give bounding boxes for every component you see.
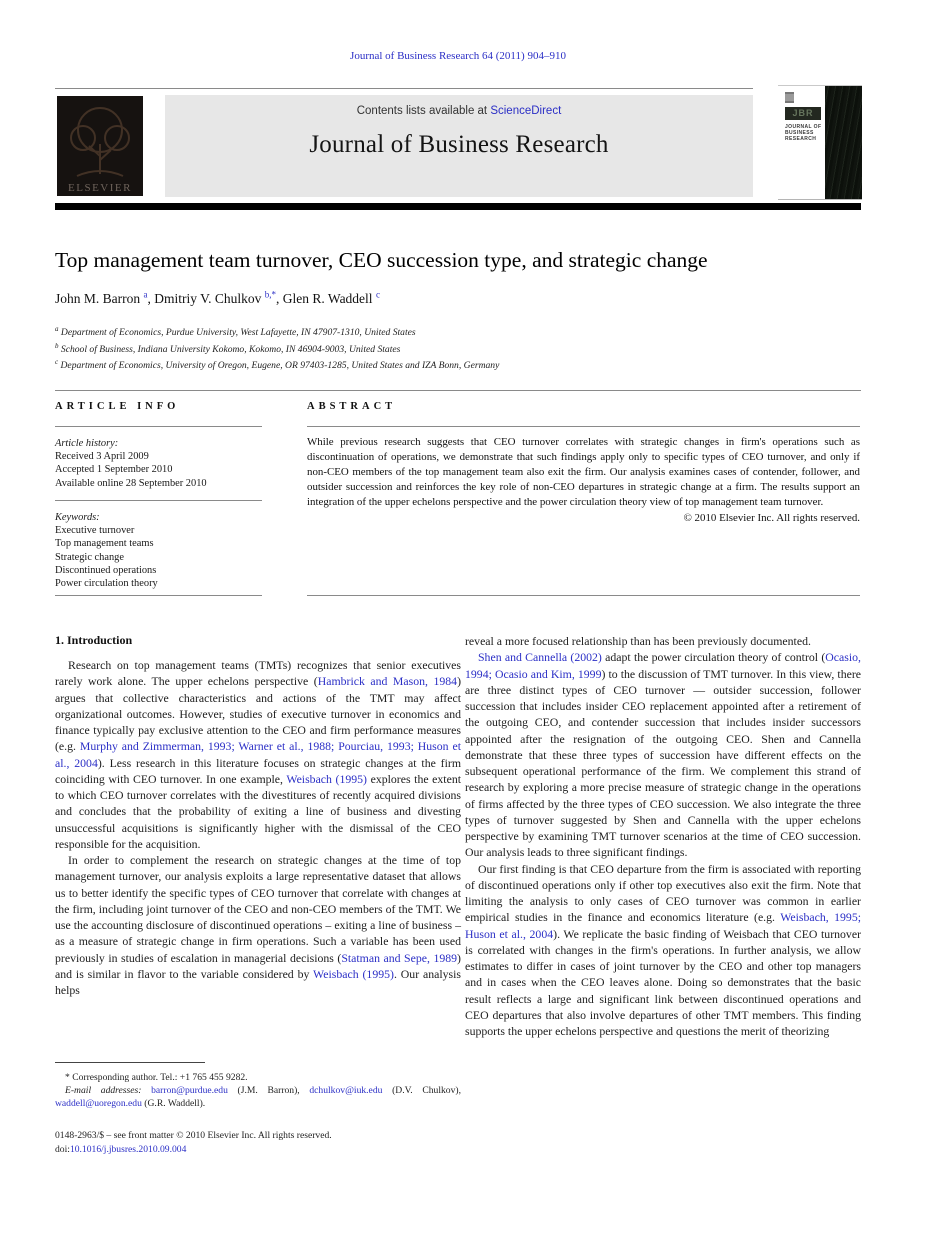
copyright-line: © 2010 Elsevier Inc. All rights reserved. (683, 511, 860, 524)
issn-copyright-line: 0148-2963/$ – see front matter © 2010 Elsevier Inc. All rights reserved. (55, 1130, 332, 1141)
section-heading-introduction: 1. Introduction (55, 633, 133, 647)
article-history (55, 437, 295, 490)
corresponding-author-note: * Corresponding author. Tel.: +1 765 455 9282. (65, 1072, 248, 1083)
text-run: reveal a more focused relationship than has been previously documented. (465, 634, 811, 648)
author-affiliation-sup: b,* (264, 289, 277, 299)
article-history-line: Available online 28 September 2010 (55, 477, 207, 489)
body-paragraph (465, 649, 861, 860)
body-column-left (55, 657, 461, 998)
keywords-list (55, 524, 295, 590)
affiliation-sup: b (55, 341, 59, 350)
keyword: Power circulation theory (55, 578, 158, 590)
body-paragraph (55, 657, 461, 852)
text-run: Research on top management teams (TMTs) recognizes that senior executives rarely work alone. The upper echelons perspective ( (55, 658, 461, 689)
footnote-block (55, 1071, 461, 1111)
keyword: Strategic change (55, 551, 124, 563)
citation-link[interactable]: dchulkov@iuk.edu (309, 1085, 383, 1097)
text-run: ) argues that collective characteristics and actions of the TMT may affect organizational outcomes. However, studies of executive turnover in economics and finance typically pay exclusive attention to the CEO and firm performance measures (e.g. (55, 674, 461, 754)
body-paragraph (55, 852, 461, 998)
body-paragraph (465, 861, 861, 1040)
article-history-lines (55, 450, 295, 490)
body-paragraph (465, 633, 861, 649)
info-top-rule (55, 390, 861, 391)
citation-link[interactable]: Shen and Cannella (2002) (478, 650, 602, 665)
elsevier-wordmark: ELSEVIER (68, 182, 132, 194)
cover-title-line: BUSINESS (785, 130, 814, 136)
citation-link[interactable]: Weisbach, 1995; Huson et al., 2004 (465, 910, 861, 941)
cover-underline (778, 199, 862, 200)
abstract-rule (307, 426, 860, 427)
contents-line (165, 105, 753, 117)
text-run: adapt the power circulation theory of control ( (601, 650, 826, 665)
elsevier-tree-icon (57, 96, 143, 196)
email-addresses-line (55, 1084, 461, 1110)
author-name: Glen R. Waddell $^c$ (282, 289, 380, 306)
cover-spine-texture (825, 86, 862, 200)
affiliation-sup: c (55, 358, 59, 367)
affiliations (55, 323, 861, 373)
text-run: (D.V. Chulkov), (382, 1085, 461, 1097)
sciencedirect-link[interactable]: ScienceDirect (490, 105, 562, 117)
author-line (55, 289, 861, 307)
journal-cover-thumbnail[interactable] (778, 85, 862, 200)
text-run: ) and is similar in flavor to the variable considered by (55, 950, 461, 981)
footnote-rule (55, 1062, 205, 1063)
abstract-bottom-rule (307, 595, 860, 596)
cover-title-line: JOURNAL OF (785, 124, 822, 130)
article-history-label: Article history: (55, 438, 119, 449)
article-history-line: Accepted 1 September 2010 (55, 464, 173, 476)
text-run: explores the extent to which CEO turnover correlates with the divestitures of recently acquired divisions and concludes that the probability of exiting a line of business and divesting unsuccessful acquisitions is significantly higher with the dismissal of the CEO responsible for the acquisition. (55, 771, 461, 851)
cover-mini-logo-icon (785, 92, 794, 103)
affiliation-line: $^b$ School of Business, Indiana University Kokomo, Kokomo, IN 46904-9003, United States (55, 341, 401, 355)
header-divider-bar (55, 203, 861, 210)
doi-line (55, 1143, 461, 1157)
doi-link[interactable]: 10.1016/j.jbusres.2010.09.004 (69, 1143, 187, 1155)
article-info-bottom-rule (55, 595, 262, 596)
keywords-block (55, 511, 295, 590)
masthead (165, 95, 753, 197)
journal-reference-line: Journal of Business Research 64 (2011) 904–910 (350, 50, 566, 62)
cover-jbr-mark: JBR (785, 107, 821, 120)
text-run: ). Less research in this literature focuses on strategic changes at the firm coinciding with CEO turnover. In one example, (55, 755, 461, 786)
citation-link[interactable]: Weisbach (1995) (313, 966, 394, 981)
text-run: (J.M. Barron), (227, 1085, 310, 1097)
doi-label: doi: (55, 1143, 70, 1155)
affiliation-line: $^c$ Department of Economics, University of Oregon, Eugene, OR 97403-1285, United States and IZA Bonn, Germany (55, 358, 500, 372)
elsevier-logo[interactable] (55, 95, 145, 197)
affiliation-sup: a (55, 325, 59, 333)
article-title: Top management team turnover, CEO succession type, and strategic change (55, 248, 708, 272)
citation-link[interactable]: barron@purdue.edu (151, 1085, 228, 1097)
abstract-text: While previous research suggests that CEO turnover correlates with strategic changes in firm's operations such as discontinuation of operations, we demonstrate that such findings apply only to specific types of CEO turnover, and only if non-CEO members of the top management team also exit the firm. Our analysis examines cases of contender, follower, and outsider succession and reinforces the key role of non-CEO departures in strategic change at a firm. The results support an integration of the upper echelons perspective and the power circulation theory view of top management team turnover. (307, 436, 860, 508)
article-info-rule (55, 426, 262, 427)
keyword: Top management teams (55, 538, 154, 550)
author-affiliation-sup: c (375, 289, 380, 299)
body-column-right (465, 633, 861, 1039)
contents-line-prefix: Contents lists available at (356, 105, 491, 117)
abstract-heading: ABSTRACT (307, 401, 397, 412)
article-history-line: Received 3 April 2009 (55, 451, 149, 463)
author-name: John M. Barron $^a$, (55, 289, 155, 306)
keyword: Executive turnover (55, 525, 135, 537)
text-run: Our first finding is that CEO departure from the firm is associated with reporting of discontinued operations only if other top executives also exit the firm. Note that limiting the analysis to only cases of CEO turnover was common in earlier empirical studies in the finance and economics literature (e.g. (465, 861, 861, 925)
text-run: In order to complement the research on strategic changes at the time of top management turnover, our analysis exploits a large representative dataset that allows us to better identify the specific types of CEO turnover that correlate with changes at the firm, including joint turnover of the CEO and non-CEO members of the TMT. We use the accounting disclosure of discontinued operations – exiting a line of business – as a measure of strategic change in firm operations. Such a variable has been used previously in studies of escalation in managerial decisions ( (55, 853, 461, 965)
affiliation-line: $^a$ Department of Economics, Purdue University, West Lafayette, IN 47907-1310, United States (55, 325, 416, 339)
footer-block (55, 1129, 461, 1156)
abstract-block (307, 435, 860, 525)
citation-link[interactable]: Murphy and Zimmerman, 1993; Warner et al., 1988; Pourciau, 1993; Huson et al., 2004 (55, 739, 461, 770)
cover-title-lines (785, 124, 821, 142)
citation-link[interactable]: Weisbach (1995) (286, 771, 367, 786)
text-run: . Our analysis helps (55, 966, 462, 997)
author-name: Dmitriy V. Chulkov $^{b,*}$, (154, 289, 283, 306)
journal-title: Journal of Business Research (309, 131, 609, 158)
author-affiliation-sup: a (143, 289, 148, 299)
text-run: E-mail addresses: (65, 1085, 152, 1097)
keywords-label: Keywords: (55, 512, 100, 523)
text-run: ) to the discussion of TMT turnover. In this view, there are three distinct types of CEO turnover — outsider succession, follower succession that includes insider CEO replacement appointed after a retirement of the outgoing CEO, and contender succession that includes insider successors appointed after the resignation of the outgoing CEO. Shen and Cannella demonstrate that these three types of succession have different effects on the subsequent operational performance of the firm. We complement this strand of research by exploring a more precise measure of strategic change in the operations of firms affected by the three types of CEO succession. We also integrate the three types of turnover suggested by Shen and Cannella with the upper echelons perspective by examining TMT turnover scenarios at the time of CEO succession. Our analysis leads to three significant findings. (465, 666, 861, 860)
citation-link[interactable]: Ocasio, 1994; Ocasio and Kim, 1999 (465, 650, 861, 681)
masthead-top-rule (55, 88, 753, 89)
citation-link[interactable]: Hambrick and Mason, 1984 (317, 674, 458, 689)
article-info-heading: ARTICLE INFO (55, 401, 180, 412)
text-run: ). We replicate the basic finding of Weisbach that CEO turnover is correlated with changes in the firm's operations. In further analysis, we allow estimates to differ in cases of joint turnover by the CEO and other top managers and in cases when the CEO leaves alone. Doing so demonstrates that the basic result reflects a large and significant link between discontinued operations and CEO departures that also involve departures of other TMT members. This finding supports the upper echelons perspective and questions the merit of theorizing (465, 926, 861, 1038)
citation-link[interactable]: Statman and Sepe, 1989 (341, 950, 458, 965)
history-keywords-divider (55, 500, 262, 501)
keyword: Discontinued operations (55, 564, 157, 576)
citation-link[interactable]: waddell@uoregon.edu (55, 1098, 142, 1110)
cover-title-line: RESEARCH (785, 136, 817, 142)
text-run: (G.R. Waddell). (141, 1098, 206, 1110)
